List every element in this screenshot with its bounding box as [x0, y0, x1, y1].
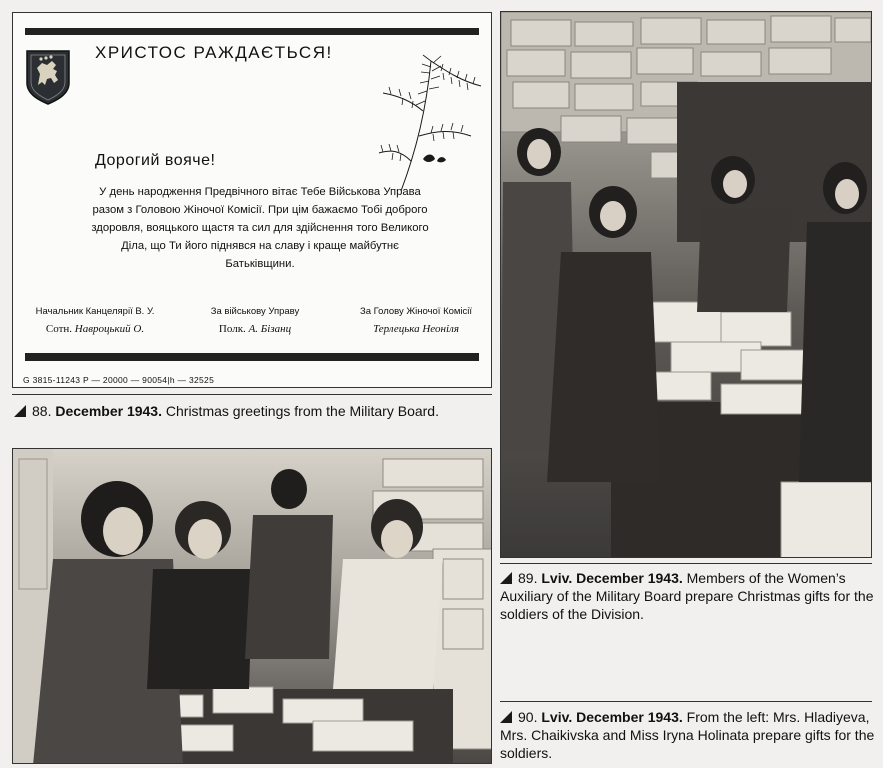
caption-89: 89. Lviv. December 1943. Members of the Women’s Auxiliary of the Military Board prepare Christmas gifts for the soldiers of the Division. — [500, 570, 874, 622]
caption-marker-icon — [500, 572, 512, 584]
photo-women-preparing-gifts — [500, 11, 872, 558]
signature-role: Начальник Канцелярії В. У. — [35, 306, 155, 317]
card-bottom-border — [25, 353, 479, 361]
caption-90: 90. Lviv. December 1943. From the left: Mrs. Hladiyeva, Mrs. Chaikivska and Miss Iryna Holinata prepare gifts for the soldiers. — [500, 709, 875, 761]
card-print-code: G 3815-11243 P — 20000 — 90054|h — 32525 — [23, 375, 215, 385]
signature-role: За військову Управу — [210, 306, 300, 317]
greeting-card — [12, 12, 492, 388]
card-greeting-text: У день народження Предвічного вітає Тебе Військова Управа разом з Головою Жіночої Комісії. При цім бажаємо Тобі доброго здоровля, вояцького щастя та сил для здійснення того Великого Діла, що Ти його піднявся на славу і краще майбутнє Батьківщини. — [91, 186, 429, 270]
signature-name: Сотн. Навроцький О. — [45, 323, 145, 335]
signature-name: Терлецька Неоніля — [373, 323, 459, 335]
photo-89-scene — [501, 12, 872, 558]
card-top-border — [25, 28, 479, 35]
photo-90-scene — [13, 449, 492, 764]
lion-shield-emblem — [25, 49, 71, 105]
card-title: ХРИСТОС РАЖДАЄТЬСЯ! — [95, 43, 333, 62]
caption-divider — [12, 394, 492, 395]
caption-divider — [500, 701, 872, 702]
caption-marker-icon — [14, 405, 26, 417]
caption-88: 88. December 1943. Christmas greetings from the Military Board. — [14, 402, 494, 420]
signature-block-womens-commission — [341, 306, 491, 335]
fir-branch-illustration — [371, 41, 489, 201]
signature-block-military-board — [185, 306, 325, 335]
signature-block-chancellery — [19, 306, 171, 335]
card-salutation: Дорогий вояче! — [95, 152, 216, 169]
photo-three-women-with-gifts — [12, 448, 492, 764]
caption-marker-icon — [500, 711, 512, 723]
signature-name: Полк. А. Бізанц — [218, 323, 292, 335]
signature-role: За Голову Жіночої Комісії — [359, 306, 473, 317]
caption-divider — [500, 563, 872, 564]
